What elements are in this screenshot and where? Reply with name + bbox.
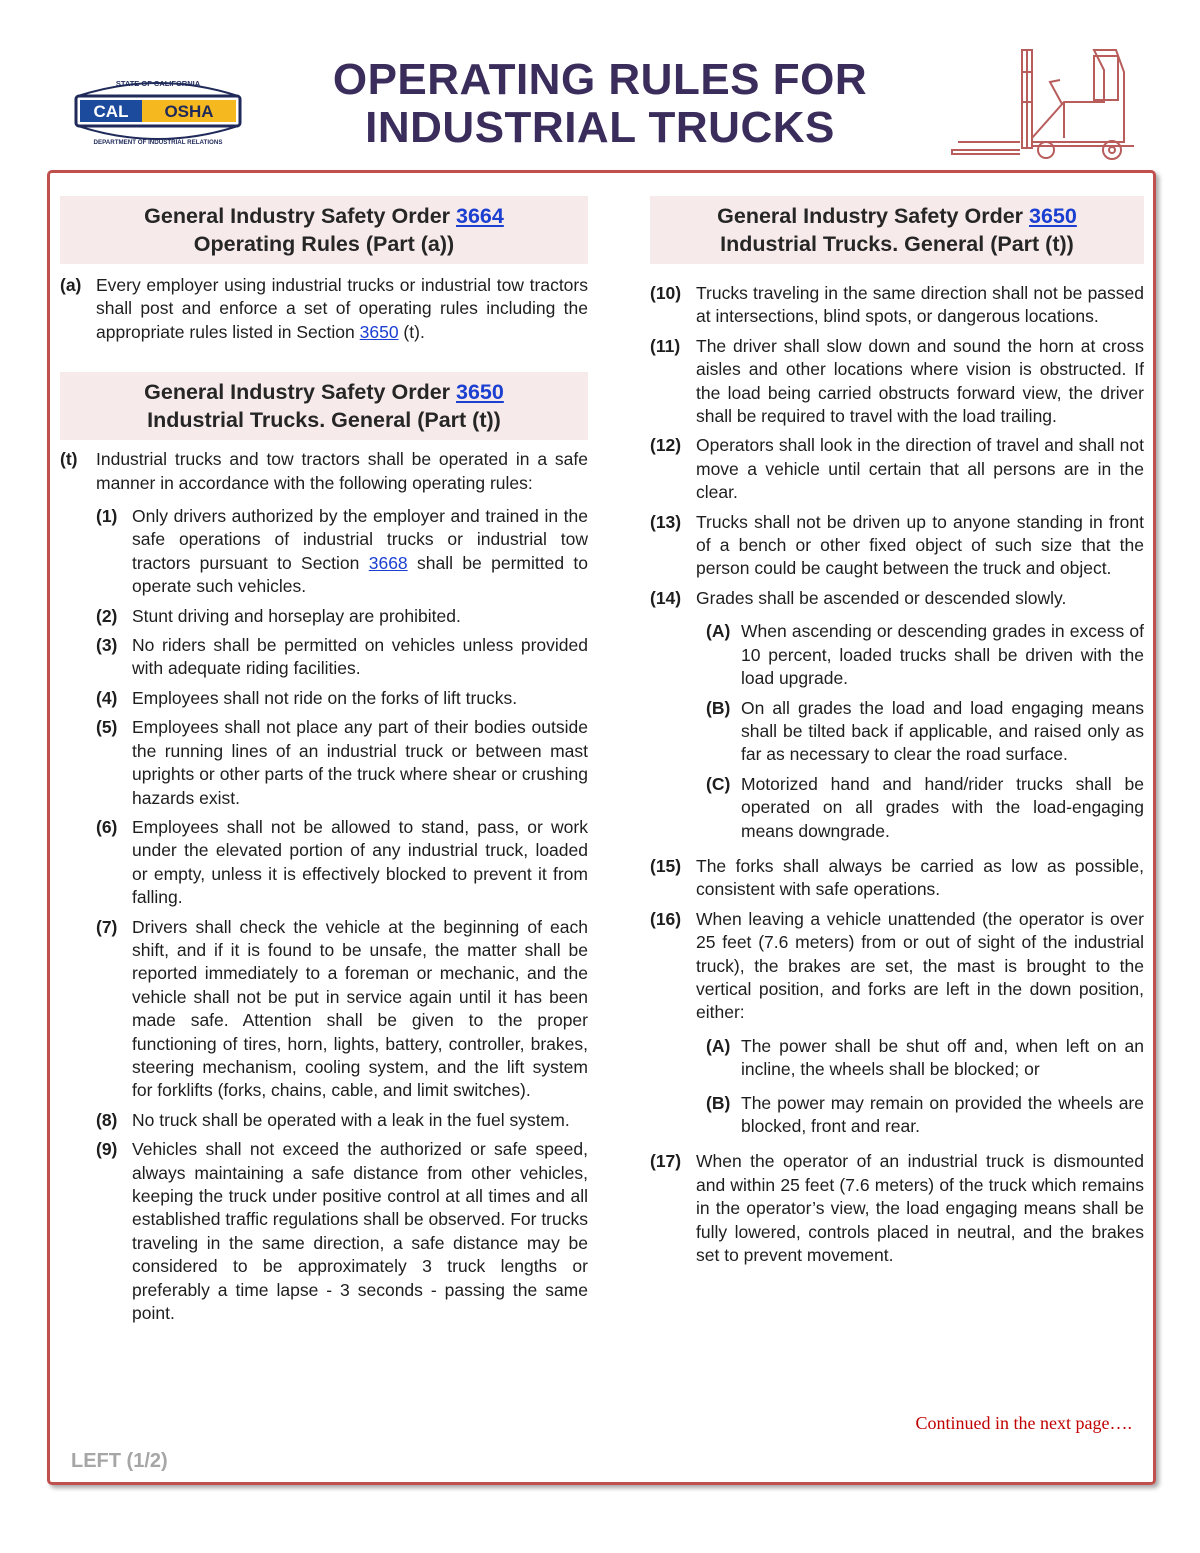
continued-note: Continued in the next page…. — [915, 1413, 1132, 1433]
title-line-2: INDUSTRIAL TRUCKS — [365, 103, 835, 152]
rule-4: (4) Employees shall not ride on the forks of lift trucks. — [96, 687, 518, 708]
link-3650[interactable]: 3650 — [456, 380, 504, 405]
rule-8: (8) No truck shall be operated with a leak in the fuel system. — [96, 1109, 570, 1130]
section-header-3650-left: General Industry Safety Order 3650 Industrial Trucks. General (Part (t)) — [60, 372, 588, 440]
rule-1: (1) Only drivers authorized by the employer and trained in the safe operations of industrial trucks or industrial tow tractors pursuant to Section 3668 shall be permitted to operate such vehicles. — [96, 506, 588, 597]
logo-bottom-text: DEPARTMENT OF INDUSTRIAL RELATIONS — [93, 139, 223, 146]
rule-16-a: (A) The power shall be shut off and, when left on an incline, the wheels shall be blocked; or — [706, 1035, 1144, 1080]
link-3668[interactable]: 3668 — [368, 552, 408, 573]
rule-14-c: (C) Motorized hand and hand/rider trucks shall be operated on all grades with the load-engaging means downgrade. — [706, 773, 1144, 841]
rule-14-a: (A) When ascending or descending grades in excess of 10 percent, loaded trucks shall be driven with the load upgrade. — [706, 621, 1144, 689]
left-column — [60, 196, 588, 1325]
rule-17: (17) When the operator of an industrial truck is dismounted and within 25 feet (7.6 meters) of the truck which remains in the operator’s view, the load engaging means shall be fully lowered, controls placed in neutral, and the brakes set to prevent movement. — [650, 1151, 1144, 1266]
section-header-3650-right: General Industry Safety Order 3650 Industrial Trucks. General (Part (t)) — [650, 196, 1144, 264]
link-3650[interactable]: 3650 — [359, 321, 399, 342]
rule-14: (14) Grades shall be ascended or descended slowly. — [650, 587, 1067, 608]
rule-12: (12) Operators shall look in the direction of travel and shall not move a vehicle until certain that all persons are in the clear. — [650, 435, 1144, 503]
right-column — [650, 196, 1144, 1267]
rule-10: (10) Trucks traveling in the same direction shall not be passed at intersections, blind spots, or dangerous locations. — [650, 283, 1144, 327]
rule-5: (5) Employees shall not place any part of their bodies outside the running lines of an industrial truck or between mast uprights or other parts of the truck where shear or crushing hazards exist. — [96, 717, 588, 808]
rule-15: (15) The forks shall always be carried as low as possible, consistent with safe operations. — [650, 855, 1144, 900]
forklift-icon — [944, 42, 1144, 162]
link-3664[interactable]: 3664 — [456, 204, 504, 228]
rule-16: (16) When leaving a vehicle unattended (the operator is over 25 feet (7.6 meters) from or out of sight of the industrial truck), the brakes are set, the mast is brought to the vertical position, and forks are left in the down position, either: — [650, 908, 1144, 1023]
link-3650[interactable]: 3650 — [1029, 204, 1077, 228]
section-header-3664: General Industry Safety Order 3664 Operating Rules (Part (a)) — [60, 196, 588, 264]
rule-7: (7) Drivers shall check the vehicle at the beginning of each shift, and if it is found to be unsafe, the matter shall be reported immediately to a foreman or mechanic, and the vehicle shall not be put in service again until it has been made safe. Attention shall be given to the proper functioning of tires, horn, lights, battery, controller, brakes, steering mechanism, cooling system, and the lift system for forklifts (forks, chains, cable, and limit switches). — [96, 916, 588, 1101]
rule-3: (3) No riders shall be permitted on vehicles unless provided with adequate riding facilities. — [96, 635, 588, 679]
rule-11: (11) The driver shall slow down and sound the horn at cross aisles and other locations where vision is obstructed. If the load being carried obstructs forward view, the driver shall be required to travel with the load trailing. — [650, 335, 1144, 427]
logo-cal-text: CAL — [93, 102, 129, 121]
rule-16-b: (B) The power may remain on provided the wheels are blocked, front and rear. — [706, 1092, 1144, 1136]
page-footer-label: LEFT (1/2) — [71, 1450, 168, 1472]
rule-2: (2) Stunt driving and horseplay are prohibited. — [96, 605, 461, 626]
rule-9: (9) Vehicles shall not exceed the authorized or safe speed, always maintaining a safe distance from other vehicles, keeping the truck under positive control at all times and all established traffic regulations shall be observed. For trucks traveling in the same direction, a safe distance may be considered to be approximately 3 truck lengths or preferably a time lapse - 3 seconds - passing the same point. — [96, 1139, 588, 1324]
page-header — [0, 0, 1200, 170]
logo-top-text: STATE OF CALIFORNIA — [115, 79, 201, 88]
rule-6: (6) Employees shall not be allowed to stand, pass, or work under the elevated portion of any industrial truck, loaded or empty, unless it is effectively blocked to prevent it from falling. — [96, 816, 588, 908]
cal-osha-logo — [72, 74, 244, 148]
page-title — [300, 56, 900, 152]
rule-13: (13) Trucks shall not be driven up to anyone standing in front of a bench or other fixed object of such size that the person could be caught between the truck and object. — [650, 511, 1144, 579]
rule-a: (a) Every employer using industrial trucks or industrial tow tractors shall post and enforce a set of operating rules including the appropriate rules listed in Section 3650 (t). — [60, 275, 588, 342]
logo-osha-text: OSHA — [164, 102, 214, 121]
title-line-1: OPERATING RULES FOR — [332, 55, 868, 104]
rule-t: (t) Industrial trucks and tow tractors shall be operated in a safe manner in accordance with the following operating rules: — [60, 449, 588, 493]
rule-14-b: (B) On all grades the load and load engaging means shall be tilted back if applicable, and raised only as far as necessary to clear the road surface. — [706, 697, 1144, 765]
